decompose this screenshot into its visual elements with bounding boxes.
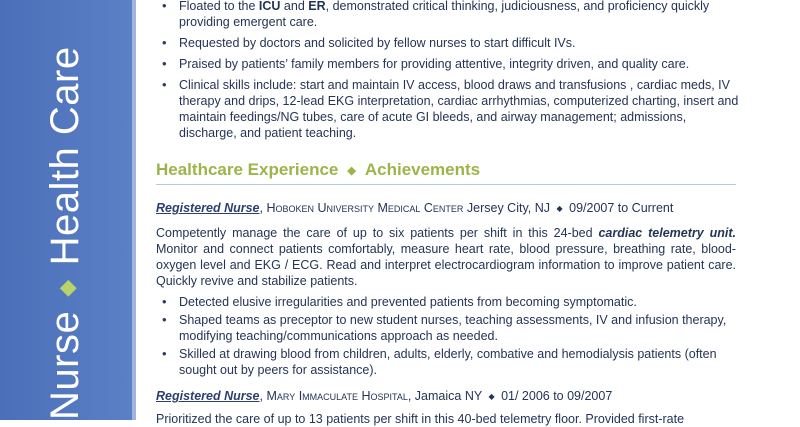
- list-item: • Floated to the ICU and ER, demonstrated critical thinking, judiciousness, and proficiency quickly providing emergent care.: [156, 0, 746, 30]
- job-role: Registered Nurse: [156, 201, 260, 215]
- diamond-icon: ◆: [54, 279, 80, 297]
- job-employer: Mary Immaculate Hospital: [266, 389, 408, 403]
- job-entry: [156, 388, 736, 427]
- job-dates: 09/2007 to Current: [565, 201, 674, 215]
- list-item: • Requested by doctors and solicited by fellow nurses to start difficult IVs.: [156, 35, 746, 51]
- list-item: • Detected elusive irregularities and prevented patients from becoming symptomatic.: [156, 294, 736, 310]
- job-bullet-list: [156, 294, 736, 378]
- diamond-icon: ◆: [347, 164, 356, 177]
- job-description: Prioritized the care of up to 13 patients per shift in this 40-bed telemetry floor. Provided first-rate: [156, 411, 685, 426]
- list-item: • Skilled at drawing blood from children, adults, elderly, combative and hemodialysis patients (often sought out by peers for assistance).: [156, 346, 736, 378]
- job-role: Registered Nurse: [156, 389, 260, 403]
- job-dates: 01/ 2006 to 09/2007: [497, 389, 613, 403]
- job-title-line: Registered Nurse, Hoboken University Medical Center Jersey City, NJ ◆ 09/2007 to Current: [156, 201, 674, 215]
- sidebar-word-nurse: Nurse: [43, 310, 87, 420]
- sidebar-word-health-care: Health Care: [43, 46, 87, 266]
- skills-bullet-list: [156, 0, 746, 146]
- diamond-icon: ◆: [488, 391, 495, 401]
- sidebar-banner: [0, 0, 136, 420]
- job-title-line: Registered Nurse, Mary Immaculate Hospital, Jamaica NY ◆ 01/ 2006 to 09/2007: [156, 389, 613, 403]
- section-heading: [156, 162, 736, 185]
- job-location: Jersey City, NJ: [463, 201, 554, 215]
- diamond-icon: ◆: [556, 203, 563, 213]
- list-item: • Clinical skills include: start and maintain IV access, blood draws and transfusions , cardiac meds, IV therapy and drips, 12-lead EKG interpretation, cardiac arrhythmias, computerized charting, insert and maintain feedings/NG tubes, care of acute GI bleeds, and airway management; admissions, discharge, and patient teaching.: [156, 77, 746, 141]
- list-item: • Shaped teams as preceptor to new student nurses, teaching assessments, IV and infusion therapy, modifying teaching/communications approach as needed.: [156, 312, 736, 344]
- section-heading-right: Achievements: [364, 160, 481, 179]
- job-description: Competently manage the care of up to six patients per shift in this 24-bed cardiac telemetry unit. Monitor and connect patients comfortably, measure heart rate, blood pressure, breathing rate, blood-oxygen level and EKG / ECG. Read and interpret electrocardiogram information to improve patient care. Quickly revive and stabilize patients.: [156, 225, 736, 288]
- sidebar-title: [45, 46, 87, 420]
- job-employer: Hoboken University Medical Center: [266, 201, 464, 215]
- list-item: • Praised by patients’ family members for providing attentive, integrity driven, and quality care.: [156, 56, 746, 72]
- job-location: , Jamaica NY: [407, 389, 486, 403]
- section-heading-left: Healthcare Experience: [156, 160, 339, 179]
- job-entry: [156, 200, 736, 380]
